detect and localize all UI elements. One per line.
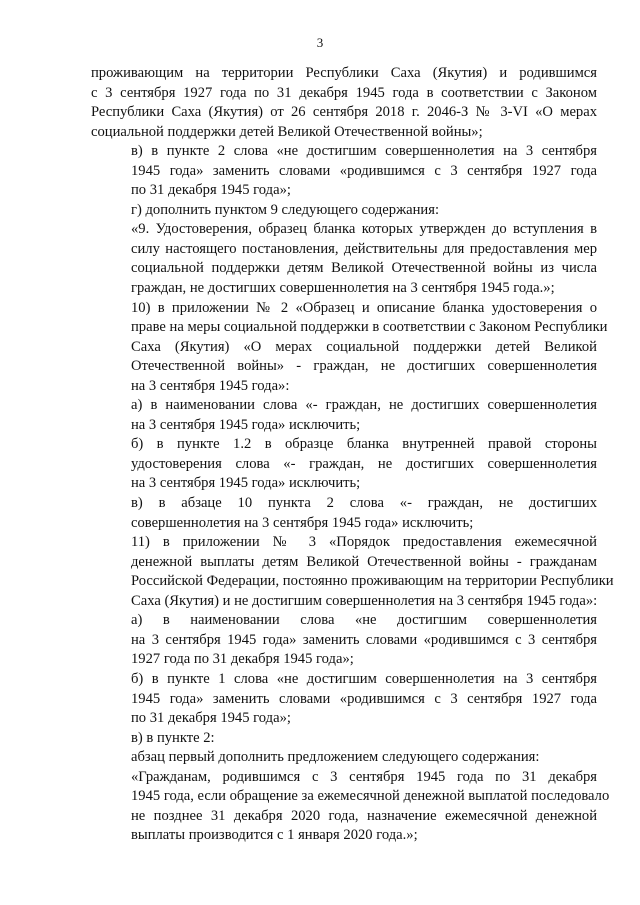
paragraph bbox=[91, 533, 614, 611]
text-line: а) в наименовании слова «не достигшим совершеннолетия bbox=[131, 612, 597, 629]
text-line: 1945 года» заменить словами «родившимся с 3 сентября 1927 года bbox=[131, 162, 597, 179]
text-line: «9. Удостоверения, образец бланка которых утвержден до вступления в bbox=[131, 221, 597, 238]
document-body bbox=[91, 64, 614, 846]
text-line: не позднее 31 декабря 2020 года, назначение ежемесячной денежной bbox=[131, 807, 597, 824]
page-number: 3 bbox=[316, 35, 324, 50]
paragraph bbox=[91, 729, 597, 749]
text-line: с 3 сентября 1927 года по 31 декабря 1945 года в соответствии с Законом bbox=[91, 84, 597, 101]
text-line: 1927 года по 31 декабря 1945 года»; bbox=[131, 651, 354, 668]
text-line: а) в наименовании слова «- граждан, не достигших совершеннолетия bbox=[131, 397, 597, 414]
text-line: силу настоящего постановления, действительны для предоставления мер bbox=[131, 240, 597, 257]
paragraph bbox=[91, 611, 597, 670]
paragraph bbox=[91, 396, 597, 435]
text-line: 1945 года, если обращение за ежемесячной денежной выплатой последовало bbox=[131, 788, 610, 805]
paragraph bbox=[91, 768, 610, 846]
text-line: граждан, не достигших совершеннолетия на 3 сентября 1945 года.»; bbox=[131, 280, 555, 297]
text-line: б) в пункте 1.2 в образце бланка внутренней правой стороны bbox=[131, 436, 597, 453]
text-line: Отечественной войны» - граждан, не достигших совершеннолетия bbox=[131, 358, 597, 375]
text-line: Российской Федерации, постоянно проживающим на территории Республики bbox=[131, 573, 614, 590]
text-line: б) в пункте 1 слова «не достигшим совершеннолетия на 3 сентября bbox=[131, 670, 597, 687]
text-line: социальной поддержки детей Великой Отечественной войны»; bbox=[91, 123, 483, 140]
text-line: г) дополнить пунктом 9 следующего содержания: bbox=[131, 201, 440, 218]
paragraph bbox=[91, 299, 608, 397]
paragraph bbox=[91, 670, 597, 729]
paragraph bbox=[91, 748, 597, 768]
text-line: в) в абзаце 10 пункта 2 слова «- граждан, не достигших bbox=[131, 495, 597, 512]
text-line: абзац первый дополнить предложением следующего содержания: bbox=[131, 749, 540, 766]
paragraph bbox=[91, 142, 597, 201]
paragraph bbox=[91, 435, 597, 494]
text-line: социальной поддержки детям Великой Отечественной войны из числа bbox=[131, 260, 597, 277]
paragraph bbox=[91, 494, 597, 533]
text-line: по 31 декабря 1945 года»; bbox=[131, 710, 291, 727]
text-line: удостоверения слова «- граждан, не достигших совершеннолетия bbox=[131, 455, 597, 472]
text-line: на 3 сентября 1945 года» исключить; bbox=[131, 475, 361, 492]
text-line: совершеннолетия на 3 сентября 1945 года» исключить; bbox=[131, 514, 474, 531]
text-line: в) в пункте 2 слова «не достигшим совершеннолетия на 3 сентября bbox=[131, 143, 597, 160]
text-line: Республики Саха (Якутия) от 26 сентября 2018 г. 2046-З № 3-VI «О мерах bbox=[91, 104, 597, 121]
text-line: выплаты производится с 1 января 2020 года.»; bbox=[131, 827, 418, 844]
text-line: Саха (Якутия) «О мерах социальной поддержки детей Великой bbox=[131, 338, 597, 355]
text-line: на 3 сентября 1945 года» заменить словами «родившимся с 3 сентября bbox=[131, 631, 597, 648]
text-line: по 31 декабря 1945 года»; bbox=[131, 182, 291, 199]
text-line: на 3 сентября 1945 года»: bbox=[131, 377, 290, 394]
text-line: на 3 сентября 1945 года» исключить; bbox=[131, 416, 361, 433]
text-line: в) в пункте 2: bbox=[131, 729, 215, 746]
text-line: 1945 года» заменить словами «родившимся с 3 сентября 1927 года bbox=[131, 690, 597, 707]
text-line: «Гражданам, родившимся с 3 сентября 1945 года по 31 декабря bbox=[131, 768, 597, 785]
text-line: Саха (Якутия) и не достигшим совершеннолетия на 3 сентября 1945 года»: bbox=[131, 592, 598, 609]
text-line: проживающим на территории Республики Саха (Якутия) и родившимся bbox=[91, 65, 597, 81]
paragraph bbox=[91, 201, 597, 221]
paragraph bbox=[91, 220, 597, 298]
text-line: 10) в приложении № 2 «Образец и описание бланка удостоверения о bbox=[131, 299, 597, 316]
text-line: денежной выплаты детям Великой Отечественной войны - гражданам bbox=[131, 553, 597, 570]
paragraph bbox=[91, 64, 597, 142]
text-line: праве на меры социальной поддержки в соответствии с Законом Республики bbox=[131, 319, 608, 336]
text-line: 11) в приложении № 3 «Порядок предоставления ежемесячной bbox=[131, 534, 597, 551]
